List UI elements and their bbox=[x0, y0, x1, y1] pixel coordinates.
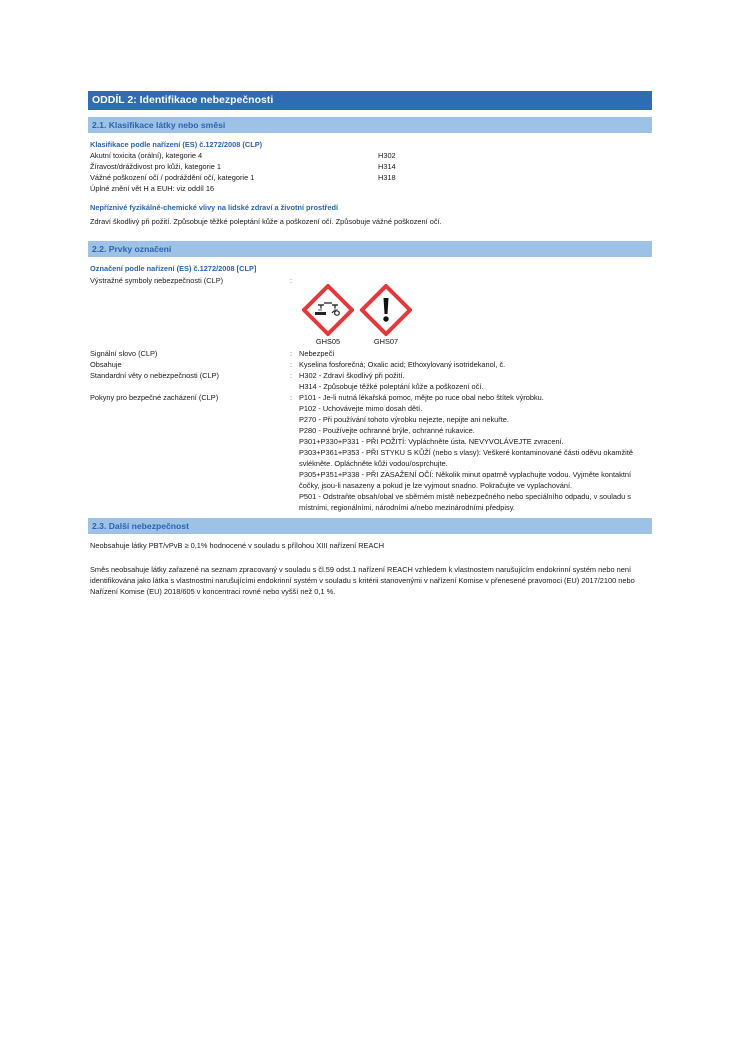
clp-labelling-heading: Označení podle nařízení (ES) č.1272/2008 [CLP] bbox=[90, 264, 257, 273]
hazard-statement: H314 - Způsobuje těžké poleptání kůže a poškození očí. bbox=[299, 382, 484, 391]
contains-row: Obsahuje : Kyselina fosforečná; Oxalic acid; Ethoxylovaný isotridekanol, č. bbox=[88, 359, 652, 370]
full-text-note: Úplné znění vět H a EUH: viz oddíl 16 bbox=[90, 184, 215, 193]
hazard-code: H318 bbox=[378, 173, 396, 182]
pictograms-label: Výstražné symboly nebezpečnosti (CLP) bbox=[90, 276, 224, 285]
hazard-statement: H302 - Zdraví škodlivý při požití. bbox=[299, 371, 405, 380]
classification-row: Akutní toxicita (orální), kategorie 4 H302 bbox=[90, 151, 396, 160]
precautionary-statement: P301+P330+P331 - PŘI POŽITÍ: Vypláchněte ústa. NEVYVOLÁVEJTE zvracení. bbox=[299, 437, 564, 446]
effects-text: Zdraví škodlivý při požití. Způsobuje těžké poleptání kůže a poškození očí. Způsobuje vážné poškození očí. bbox=[90, 217, 442, 226]
hazard-code: H302 bbox=[378, 151, 396, 160]
precautionary-statements-row: Pokyny pro bezpečné zacházení (CLP) : P101 - Je-li nutná lékařská pomoc, mějte po ruce obal nebo štítek výrobku. P102 - Uchovávejte mimo dosah dětí. P270 - Při používání tohoto výrobku nejezte, nepijte ani nekuřte. P280 - Používejte ochranné brýle, ochranné rukavice. P301+P330+P331 - PŘI POŽITÍ: Vypláchněte ústa. NEVYVOLÁVEJTE zvracení. P303+P361+P353 - PŘI STYKU S KŮŽÍ (nebo s vlasy): Veškeré kontaminované části oděvu okamžitě svlékněte. Opláchněte kůži vodou/osprchujte. P305+P351+P338 - PŘI ZASAŽENÍ OČÍ: Několik minut opatrně vyplachujte vodou. Vyjměte kontaktní čočky, jsou-li nasazeny a pokud je lze vyjmout snadno. Pokračujte ve vyplachování. P501 - Odstraňte obsah/obal ve sběrném místě nebezpečného nebo speciálního odpadu, v souladu s místními, regionálními, národními a/nebo mezinárodními předpisy. bbox=[88, 392, 652, 513]
classification-row: Žíravost/dráždivost pro kůži, kategorie 1 H314 bbox=[90, 162, 396, 171]
precautionary-statement: P501 - Odstraňte obsah/obal ve sběrném místě nebezpečného nebo speciálního odpadu, v souladu s místními, regionálními, národními a/nebo mezinárodními předpisy. bbox=[299, 492, 631, 512]
classification-row: Vážné poškození očí / podráždění očí, kategorie 1 H318 bbox=[90, 173, 396, 182]
signal-word: Nebezpečí bbox=[299, 349, 335, 358]
precautionary-statement: P102 - Uchovávejte mimo dosah dětí. bbox=[299, 404, 423, 413]
corrosion-icon bbox=[302, 284, 354, 336]
pictogram-ghs07 bbox=[359, 284, 413, 347]
hazard-statement-list bbox=[299, 370, 652, 392]
section-title: ODDÍL 2: Identifikace nebezpečnosti bbox=[88, 91, 652, 110]
pictograms-row: Výstražné symboly nebezpečnosti (CLP) : bbox=[90, 276, 293, 285]
precautionary-statement: P101 - Je-li nutná lékařská pomoc, mějte po ruce obal nebo štítek výrobku. bbox=[299, 393, 544, 402]
subsection-2-2-title: 2.2. Prvky označení bbox=[88, 241, 652, 257]
hazard-code: H314 bbox=[378, 162, 396, 171]
precautionary-statement-list bbox=[299, 392, 652, 513]
clp-classification-heading: Klasifikace podle nařízení (ES) č.1272/2008 (CLP) bbox=[90, 140, 263, 149]
pictogram-group bbox=[301, 284, 652, 347]
sds-section-2 bbox=[88, 91, 652, 597]
subsection-2-1-title: 2.1. Klasifikace látky nebo směsi bbox=[88, 117, 652, 133]
classification-list bbox=[88, 150, 652, 183]
pictogram-ghs05 bbox=[301, 284, 355, 347]
precautionary-statement: P270 - Při používání tohoto výrobku nejezte, nepijte ani nekuřte. bbox=[299, 415, 509, 424]
hazard-statements-row: Standardní věty o nebezpečnosti (CLP) : H302 - Zdraví škodlivý při požití. H314 - Způsobuje těžké poleptání kůže a poškození očí. bbox=[88, 370, 652, 392]
precautionary-statement: P280 - Používejte ochranné brýle, ochranné rukavice. bbox=[299, 426, 475, 435]
precautionary-statement: P305+P351+P338 - PŘI ZASAŽENÍ OČÍ: Několik minut opatrně vyplachujte vodou. Vyjměte kontaktní čočky, jsou-li nasazeny a pokud je lze vyjmout snadno. Pokračujte ve vyplachování. bbox=[299, 470, 632, 490]
signal-word-row: Signální slovo (CLP) : Nebezpečí bbox=[88, 348, 652, 359]
pictogram-code: GHS07 bbox=[373, 337, 399, 346]
precautionary-statement: P303+P361+P353 - PŘI STYKU S KŮŽÍ (nebo s vlasy): Veškeré kontaminované části oděvu okamžitě svlékněte. Opláchněte kůži vodou/osprchujte. bbox=[299, 448, 633, 468]
pbt-text: Neobsahuje látky PBT/vPvB ≥ 0,1% hodnocené v souladu s přílohou XIII nařízení REACH bbox=[90, 541, 385, 550]
effects-heading: Nepříznivé fyzikálně-chemické vlivy na lidské zdraví a životní prostředí bbox=[90, 203, 339, 212]
pictogram-code: GHS05 bbox=[315, 337, 341, 346]
endocrine-text: Směs neobsahuje látky zařazené na seznam zpracovaný v souladu s čl.59 odst.1 nařízení REACH vzhledem k vlastnostem narušujícím endokrinní systém nebo není identifikována jako látka s vlastnostmi narušujícími endokrinní systém v souladu s kritérii stanovenými v nařízení Komise v přenesené pravomoci (EU) 2017/2100 nebo Nařízení Komise (EU) 2018/605 v koncentraci rovné nebo vyšší než 0,1 %. bbox=[90, 565, 635, 596]
subsection-2-3-title: 2.3. Další nebezpečnost bbox=[88, 518, 652, 534]
exclamation-icon bbox=[360, 284, 412, 336]
contains-value: Kyselina fosforečná; Oxalic acid; Ethoxylovaný isotridekanol, č. bbox=[299, 360, 506, 369]
